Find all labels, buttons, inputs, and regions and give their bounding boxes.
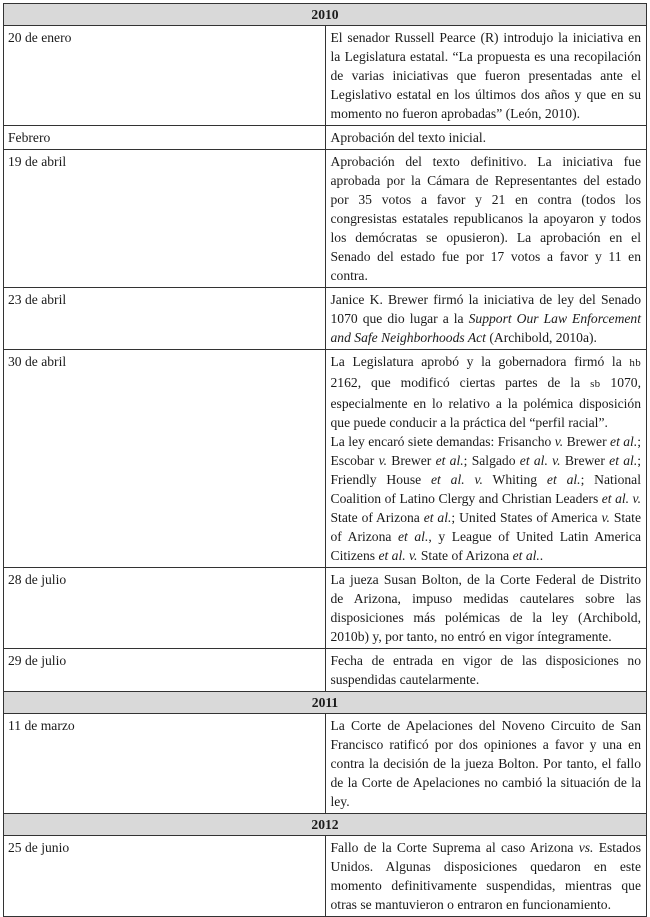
- text-span: (Archibold, 2010a).: [485, 330, 597, 345]
- description-cell: El senador Russell Pearce (R) introdujo la iniciativa en la Legislatura estatal. “La propuesta es una recopilación de varias iniciativas que fueron presentadas ante el Legislativo estatal en los últimos dos años y que en su momento no fueron aprobadas” (León, 2010).: [325, 26, 647, 126]
- description-cell: Aprobación del texto inicial.: [325, 126, 647, 150]
- text-span: Brewer: [387, 453, 436, 468]
- description-cell: [325, 836, 647, 917]
- italic-text: et al.: [435, 453, 464, 468]
- italic-text: v.: [378, 453, 387, 468]
- text-span: 1070, especialmente en lo relativo a la polémica disposición que puede conducir a la práctica del “perfil racial”.: [330, 375, 641, 430]
- year-header-row: [4, 692, 647, 714]
- description-cell: La Corte de Apelaciones del Noveno Circuito de San Francisco ratificó por dos opiniones a favor y una en contra la decisión de la jueza Bolton. Por tanto, el fallo de la Corte de Apelaciones no cambió la situación de la ley.: [325, 714, 647, 814]
- table-row: [4, 26, 647, 126]
- table-row: [4, 288, 647, 350]
- italic-text: et al. v.: [431, 472, 483, 487]
- text-span: La ley encaró siete demandas: Frisancho: [330, 434, 555, 449]
- date-cell: 28 de julio: [4, 568, 326, 649]
- year-header: 2010: [4, 4, 647, 26]
- text-span: Fallo de la Corte Suprema al caso Arizona: [330, 840, 579, 855]
- italic-text: et al. v.: [519, 453, 561, 468]
- date-cell: 25 de junio: [4, 836, 326, 917]
- text-span: ; National Coalition of Latino Clergy and Christian Leaders: [330, 472, 641, 506]
- text-span: ; Friendly House: [330, 453, 642, 487]
- table-row: [4, 350, 647, 568]
- paragraph: [331, 432, 642, 565]
- italic-text: et al.: [546, 472, 581, 487]
- date-cell: 23 de abril: [4, 288, 326, 350]
- italic-text: et al.: [512, 548, 540, 563]
- text-span: ; Salgado: [463, 453, 520, 468]
- text-span: State of Arizona: [330, 510, 641, 544]
- table-row: [4, 649, 647, 692]
- text-span: Janice K. Brewer firmó la iniciativa de ley del Senado 1070 que dio lugar a la: [330, 292, 641, 326]
- small-caps-text: hb: [629, 357, 641, 369]
- description-cell: [325, 288, 647, 350]
- description-cell: Fecha de entrada en vigor de las disposiciones no suspendidas cautelarmente.: [325, 649, 647, 692]
- text-span: .: [539, 548, 544, 563]
- date-cell: 30 de abril: [4, 350, 326, 568]
- description-cell: [325, 350, 647, 568]
- small-caps-text: sb: [590, 378, 601, 390]
- text-span: Brewer: [560, 453, 610, 468]
- date-cell: 20 de enero: [4, 26, 326, 126]
- year-header-row: [4, 814, 647, 836]
- table-row: [4, 126, 647, 150]
- year-header: 2012: [4, 814, 647, 836]
- date-cell: 29 de julio: [4, 649, 326, 692]
- text-span: 2162, que modificó ciertas partes de la: [330, 375, 591, 390]
- italic-text: et al. v.: [378, 548, 418, 563]
- text-span: Whiting: [482, 472, 547, 487]
- table-row: [4, 714, 647, 814]
- text-span: ; United States of America: [451, 510, 602, 525]
- italic-text: et al.: [423, 510, 452, 525]
- text-span: La Legislatura aprobó y la gobernadora firmó la: [330, 354, 630, 369]
- text-span: , y League of United Latin America Citizens: [330, 529, 642, 563]
- description-cell: Aprobación del texto definitivo. La iniciativa fue aprobada por la Cámara de Representantes del estado por 35 votos a favor y 21 en contra (todos los congresistas estatales republicanos la apoyaron y todos los demócratas se opusieron). La aprobación en el Senado del estado fue por 17 votos a favor y 11 en contra.: [325, 150, 647, 288]
- italic-text: v.: [601, 510, 610, 525]
- italic-text: et al.: [610, 434, 638, 449]
- timeline-table: [3, 3, 647, 917]
- text-span: State of Arizona: [330, 510, 424, 525]
- text-span: State of Arizona: [417, 548, 513, 563]
- table-row: [4, 150, 647, 288]
- table-row: [4, 836, 647, 917]
- text-span: Estados Unidos. Algunas disposiciones quedaron en este momento definitivamente suspendidas, mientras que otras se mantuvieron o entraron en funcionamiento.: [330, 840, 642, 912]
- date-cell: 11 de marzo: [4, 714, 326, 814]
- text-span: ; Escobar: [330, 434, 642, 468]
- table-row: [4, 568, 647, 649]
- description-cell: La jueza Susan Bolton, de la Corte Federal de Distrito de Arizona, impuso medidas cautelares sobre las disposiciones más polémicas de la ley (Archibold, 2010b) y, por tanto, no entró en vigor íntegramente.: [325, 568, 647, 649]
- law-title: Support Our Law Enforcement and Safe Neighborhoods Act: [330, 311, 641, 345]
- text-span: Brewer: [563, 434, 611, 449]
- italic-text: et al.: [398, 529, 429, 544]
- year-header-row: [4, 4, 647, 26]
- year-header: 2011: [4, 692, 647, 714]
- italic-text: et al.: [609, 453, 638, 468]
- italic-text: vs.: [578, 840, 594, 855]
- italic-text: et al. v.: [601, 491, 641, 506]
- date-cell: 19 de abril: [4, 150, 326, 288]
- date-cell: Febrero: [4, 126, 326, 150]
- italic-text: v.: [554, 434, 564, 449]
- paragraph: [331, 352, 642, 432]
